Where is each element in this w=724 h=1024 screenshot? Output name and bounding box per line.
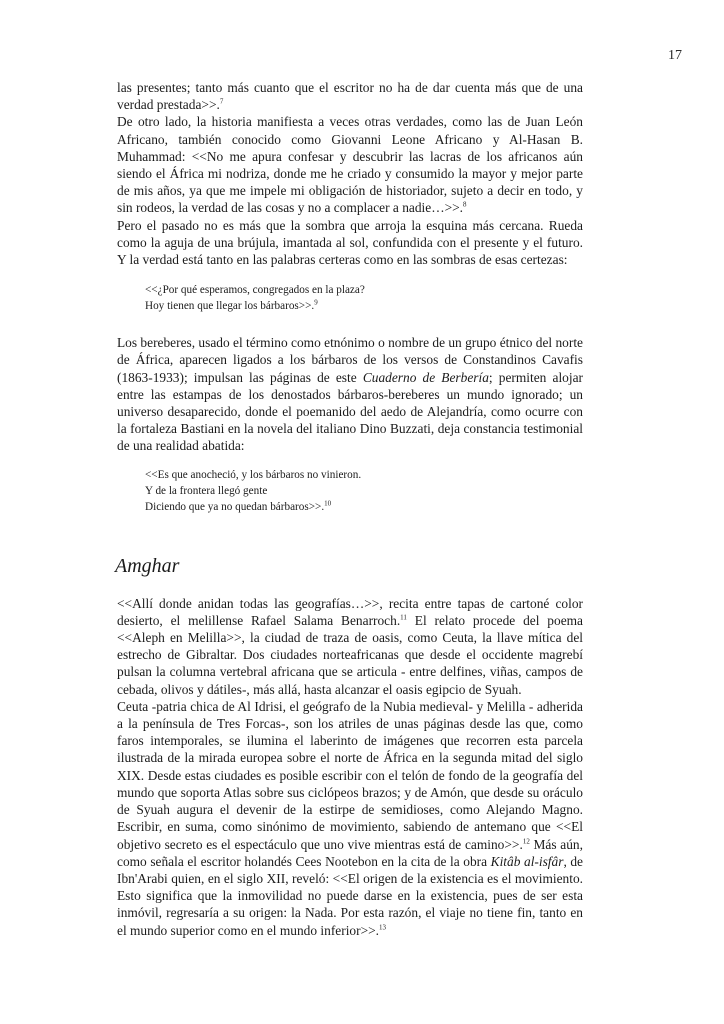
quote-2-line-3 [145,499,583,515]
paragraph-4-text-a: Los bereberes, usado el término como etnónimo o nombre de un grupo étnico del norte de África, aparecen ligados a los bárbaros de los versos de Constandinos Cavafis (1863-1933); impulsan las páginas de este [117,335,583,385]
paragraph-1 [117,79,583,113]
paragraph-4-text-b: ; permiten alojar entre las estampas de los denostados bárbaros-bereberes un mundo ignorado; un universo desaparecido, donde el poemanido del aedo de Alejandría, como ocurre con la fortaleza Bastiani en la novela del italiano Dino Buzzati, deja constancia testimonial de una realidad abatida: [117,369,583,454]
footnote-ref-7: 7 [219,97,224,106]
paragraph-5-text-b: El relato procede del poema <<Aleph en Melilla>>, la ciudad de traza de oasis, como Ceuta, la llave mítica del estrecho de Gibraltar. Dos ciudades norteafricanas que desde el occidente magrebí pulsan la columna vertebral africana que se articula - entre delfines, viñas, campos de cebada, olivos y dátiles-, más allá, hasta alcanzar el oasis egipcio de Syuah. [117,612,583,697]
page-content [117,79,583,939]
section-title: Amghar [115,554,180,577]
paragraph-2 [117,113,583,216]
quote-1-line-2 [145,298,583,314]
footnote-ref-8: 8 [463,200,467,209]
page-number: 17 [668,48,682,63]
quote-2-line-3-text: Diciendo que ya no quedan bárbaros>>. [145,500,325,513]
paragraph-1-text: las presentes; tanto más cuanto que el escritor no ha de dar cuenta más que de una verdad prestada>>. [117,80,583,113]
footnote-ref-11: 11 [400,613,407,622]
quote-2-line-2: Y de la frontera llegó gente [145,484,268,497]
paragraph-5 [117,595,583,698]
paragraph-3: Pero el pasado no es más que la sombra que arroja la esquina más cercana. Rueda como la aguja de una brújula, imantada al sol, confundida con el presente y el futuro. Y la verdad está tanto en las palabras certeras como en las sombras de esas certezas: [117,217,583,268]
book-title-cuaderno: Cuaderno de Berbería [362,369,489,385]
quote-1-line-2-text: Hoy tienen que llegar los bárbaros>>. [145,300,315,313]
quote-cavafis-2 [145,467,583,515]
paragraph-6 [117,698,583,939]
book-title-kitab: Kitâb al-isfâr [490,853,564,869]
paragraph-6-text-a: Ceuta -patria chica de Al Idrisi, el geógrafo de la Nubia medieval- y Melilla - adherida a la península de Tres Forcas-, son los atriles de unas páginas desde las que, como faros intemporales, se ilumina el laberinto de imágenes que recorren esta parcela ilustrada de la mirada europea sobre el norte de África en la segunda mitad del siglo XIX. Desde estas ciudades es posible escribir con el telón de fondo de la geografía del mundo que soporta Atlas sobre sus ciclópeos brazos; y de Amón, que desde su oráculo de Syuah augura el devenir de la estirpe de semidioses, como Alejando Magno. Escribir, en suma, como sinónimo de movimiento, sabiendo de antemano que <<El objetivo secreto es el espectáculo que uno vive mientras está de camino>>. [117,698,583,852]
footnote-ref-13: 13 [379,923,387,932]
quote-cavafis-1 [145,282,583,314]
paragraph-2-text: De otro lado, la historia manifiesta a veces otras verdades, como las de Juan León Africano, también conocido como Giovanni Leone Africano y Al-Hasan B. Muhammad: <<No me apura confesar y descubrir las lacras de los africanos aún siendo el África mi nodriza, donde me he criado y consumido la mayor y mejor parte de mis años, ya que me impele mi obligación de historiador, sujeto a decir en todo, y sin rodeos, la verdad de las cosas y no a complacer a nadie…>>. [117,114,583,216]
quote-1-line-1: <<¿Por qué esperamos, congregados en la plaza? [145,284,365,297]
quote-2-line-1: <<Es que anocheció, y los bárbaros no vinieron. [145,468,362,481]
footnote-ref-10: 10 [324,498,332,507]
footnote-ref-9: 9 [314,298,318,307]
paragraph-5-text-a: <<Allí donde anidan todas las geografías…>>, recita entre tapas de cartoné color desierto, el melillense Rafael Salama Benarroch. [117,595,583,628]
paragraph-6-text-b: Más aún, como señala el escritor holandés Cees Nootebon en la cita de la obra [117,836,583,869]
paragraph-4 [117,334,583,454]
paragraph-6-text-c: , de Ibn'Arabi quien, en el siglo XII, reveló: <<El origen de la existencia es el movimiento. Esto significa que la inmovilidad no puede darse en la existencia, pues de ser esta inmóvil, regresaría a su origen: la Nada. Por esta razón, el viaje no tiene fin, tanto en el mundo superior como en el mundo inferior>>. [117,853,583,938]
footnote-ref-12: 12 [522,837,530,846]
